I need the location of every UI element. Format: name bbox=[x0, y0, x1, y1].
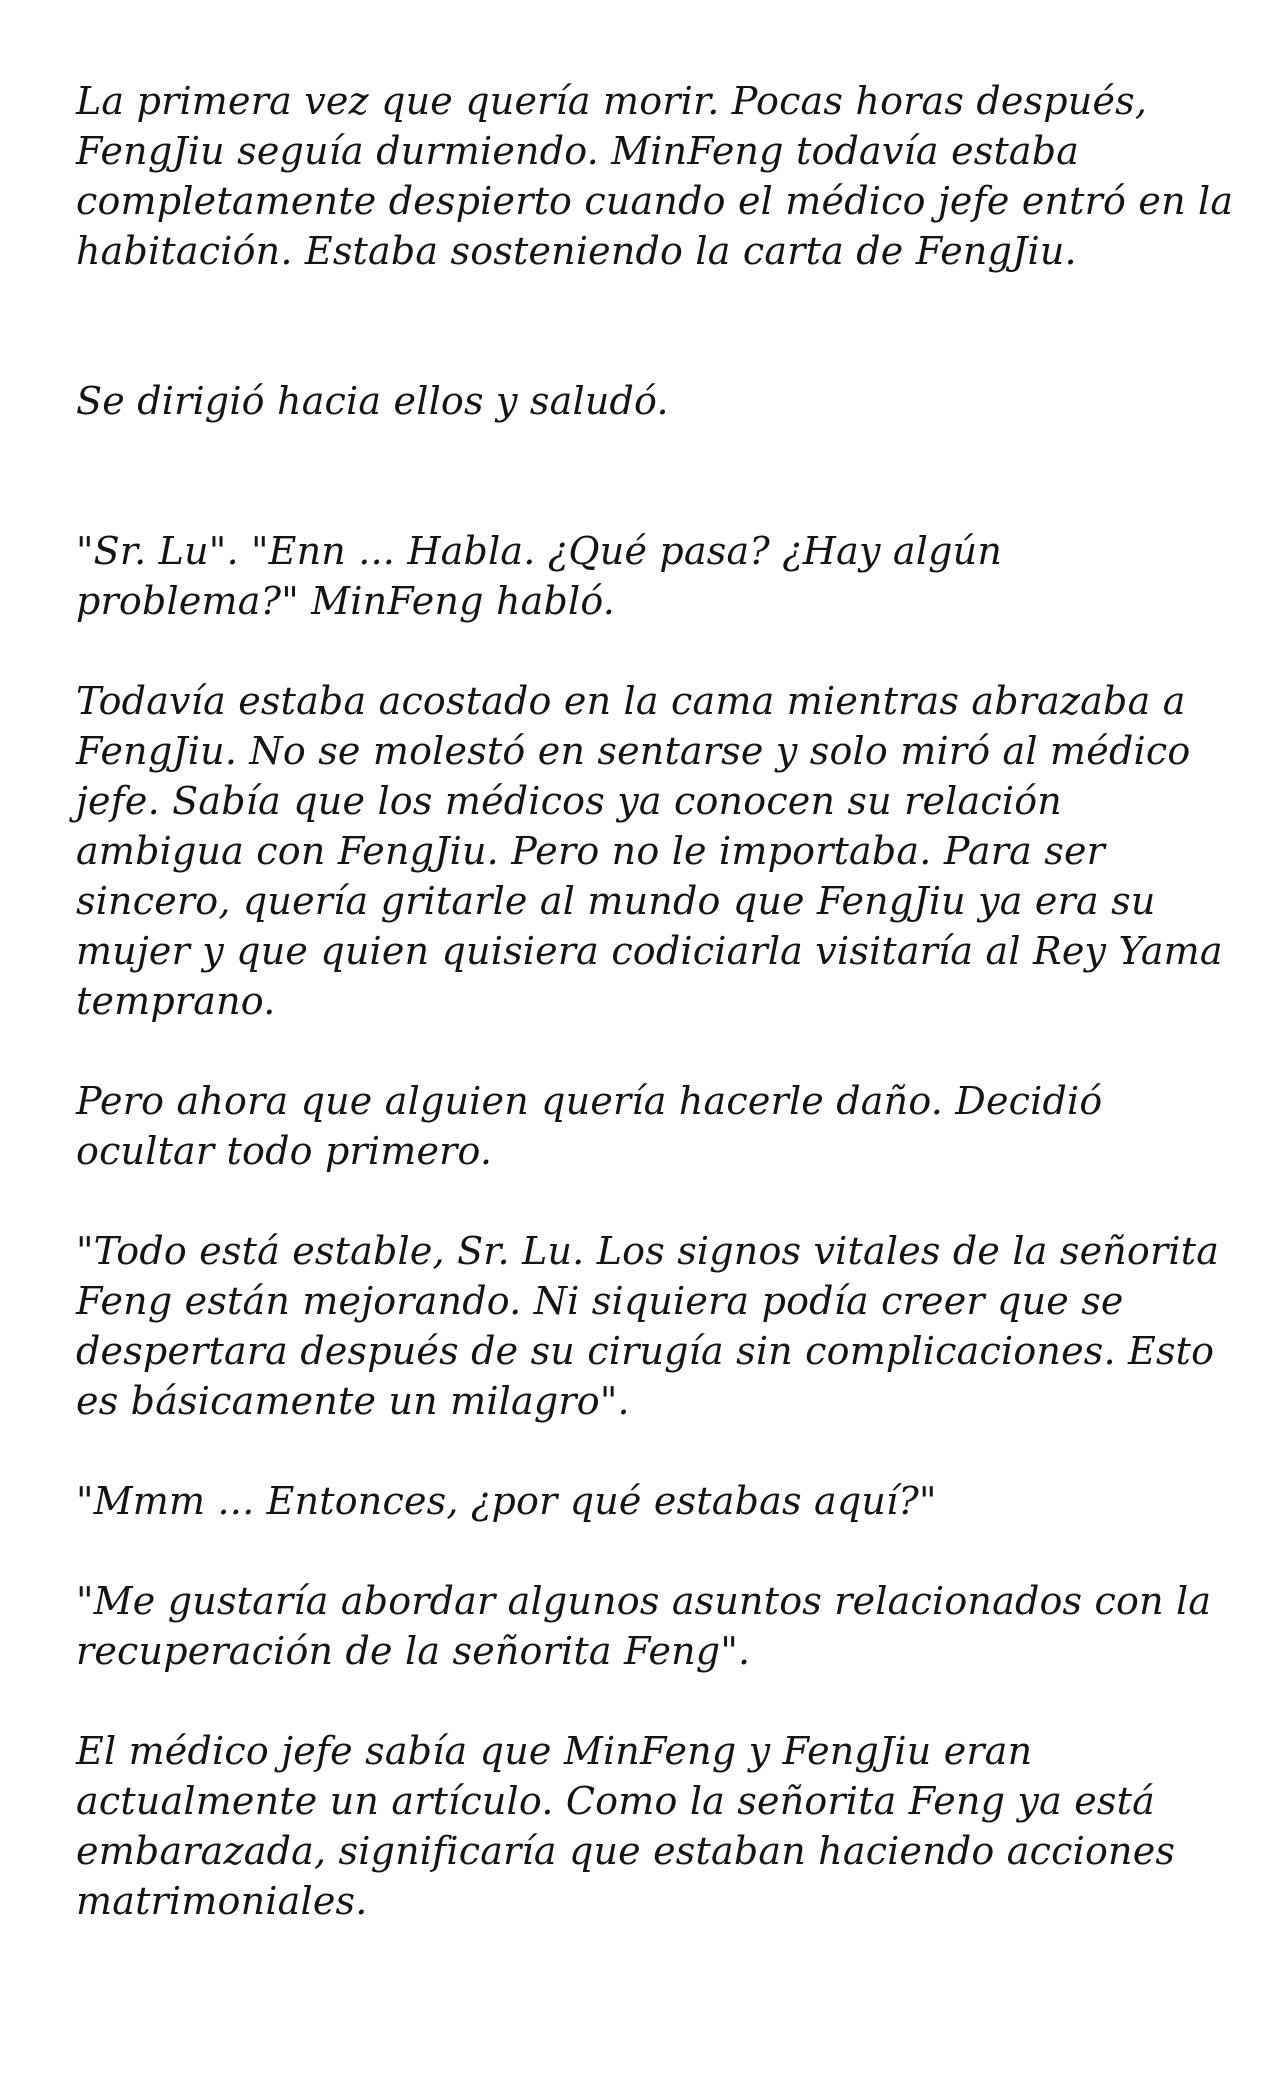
paragraph-2: Se dirigió hacia ellos y saludó. bbox=[76, 379, 669, 423]
paragraph-6: "Todo está estable, Sr. Lu. Los signos vitales de la señorita Feng están mejorando. Ni siquiera podía creer que se despertara después de su cirugía sin complicaciones. Esto es básicamente un milagro". bbox=[76, 1229, 1220, 1423]
paragraph-3: "Sr. Lu". "Enn ... Habla. ¿Qué pasa? ¿Hay algún problema?" MinFeng habló. bbox=[76, 529, 1003, 623]
paragraph-8: "Me gustaría abordar algunos asuntos relacionados con la recuperación de la señorita Feng". bbox=[76, 1579, 1212, 1673]
paragraph-1: La primera vez que quería morir. Pocas horas después, FengJiu seguía durmiendo. MinFeng todavía estaba completamente despierto cuando el médico jefe entró en la habitación. Estaba sosteniendo la carta de FengJiu. bbox=[76, 79, 1234, 273]
paragraph-9: El médico jefe sabía que MinFeng y FengJiu eran actualmente un artículo. Como la señorita Feng ya está embarazada, significaría que estaban haciendo acciones matrimoniales. bbox=[76, 1729, 1176, 1923]
paragraph-5: Pero ahora que alguien quería hacerle daño. Decidió ocultar todo primero. bbox=[76, 1079, 1103, 1173]
paragraph-4: Todavía estaba acostado en la cama mientras abrazaba a FengJiu. No se molestó en sentarse y solo miró al médico jefe. Sabía que los médicos ya conocen su relación ambigua con FengJiu. Pero no le importaba. Para ser sincero, quería gritarle al mundo que FengJiu ya era su mujer y que quien quisiera codiciarla visitaría al Rey Yama temprano. bbox=[76, 679, 1223, 1023]
paragraph-7: "Mmm ... Entonces, ¿por qué estabas aquí?" bbox=[76, 1479, 937, 1523]
